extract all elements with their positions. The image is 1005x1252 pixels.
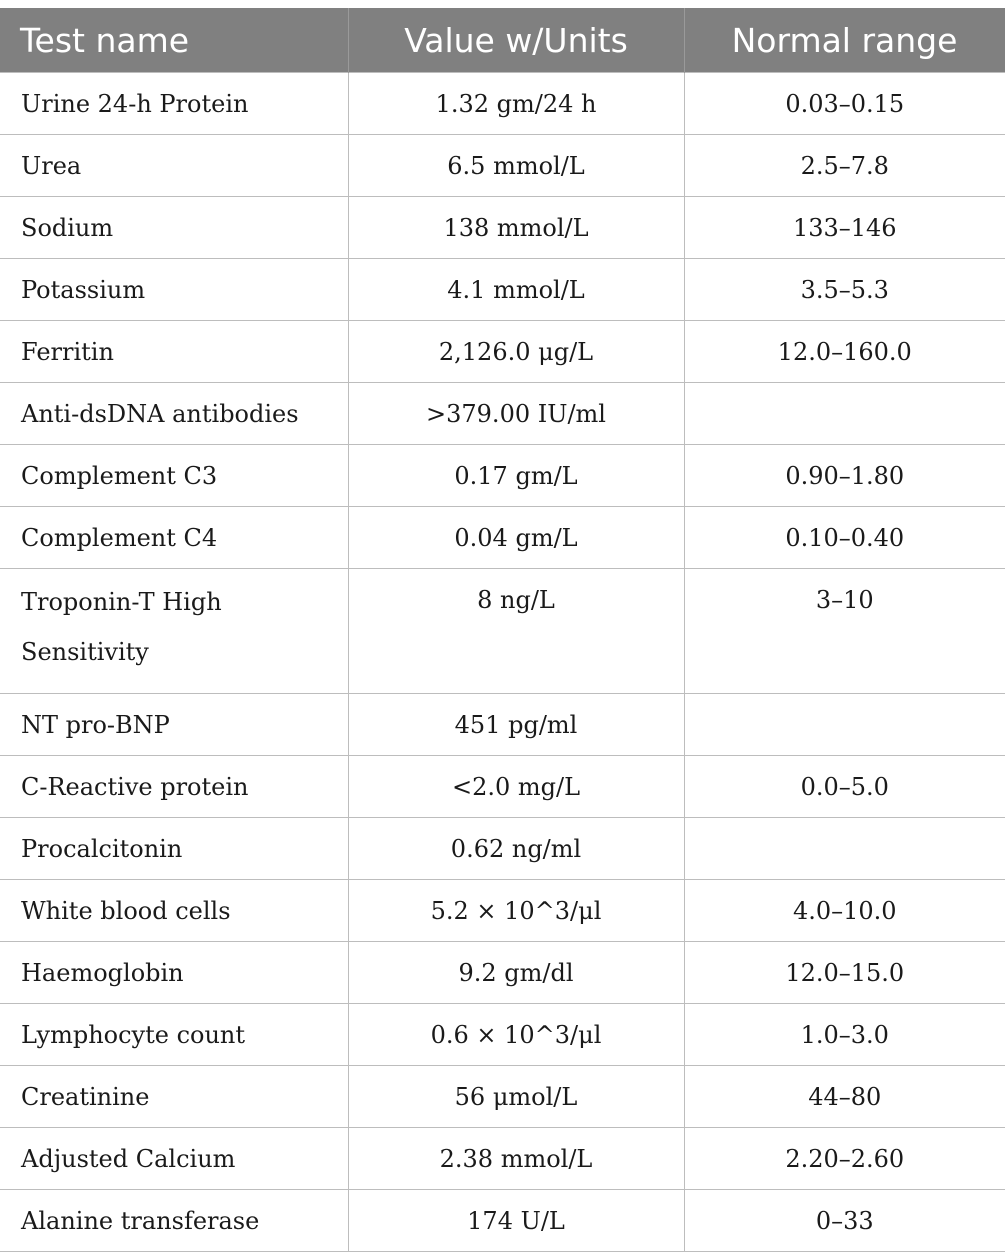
- test-name-cell: Potassium: [0, 259, 348, 321]
- normal-range-cell: 3–10: [684, 569, 1005, 694]
- value-cell: 174 U/L: [348, 1190, 684, 1252]
- value-cell: 6.5 mmol/L: [348, 135, 684, 197]
- table-row: [0, 73, 1005, 135]
- value-cell: 0.6 × 10^3/μl: [348, 1004, 684, 1066]
- test-name-cell: Urine 24-h Protein: [0, 73, 348, 135]
- test-name-cell: Complement C4: [0, 507, 348, 569]
- value-cell: 9.2 gm/dl: [348, 942, 684, 1004]
- normal-range-cell: 4.0–10.0: [684, 880, 1005, 942]
- table-row: [0, 383, 1005, 445]
- test-name-cell: Troponin-T High Sensitivity: [0, 569, 348, 694]
- header-row: [0, 8, 1005, 73]
- normal-range-cell: 133–146: [684, 197, 1005, 259]
- table-row: [0, 445, 1005, 507]
- value-cell: >379.00 IU/ml: [348, 383, 684, 445]
- normal-range-cell: [684, 694, 1005, 756]
- test-name-cell: Procalcitonin: [0, 818, 348, 880]
- test-name-cell: Urea: [0, 135, 348, 197]
- value-cell: 1.32 gm/24 h: [348, 73, 684, 135]
- table-row: [0, 942, 1005, 1004]
- header-normal-range: Normal range: [684, 8, 1005, 73]
- normal-range-cell: [684, 383, 1005, 445]
- test-name-cell: NT pro-BNP: [0, 694, 348, 756]
- table-row: [0, 818, 1005, 880]
- normal-range-cell: 2.5–7.8: [684, 135, 1005, 197]
- test-name-cell: Creatinine: [0, 1066, 348, 1128]
- normal-range-cell: 1.0–3.0: [684, 1004, 1005, 1066]
- table-row: [0, 1004, 1005, 1066]
- test-name-cell: Lymphocyte count: [0, 1004, 348, 1066]
- normal-range-cell: 0.10–0.40: [684, 507, 1005, 569]
- table-row: [0, 694, 1005, 756]
- table-header: [0, 8, 1005, 73]
- value-cell: 0.62 ng/ml: [348, 818, 684, 880]
- header-test-name: Test name: [0, 8, 348, 73]
- test-name-cell: Adjusted Calcium: [0, 1128, 348, 1190]
- table-body: [0, 73, 1005, 1252]
- normal-range-cell: 12.0–15.0: [684, 942, 1005, 1004]
- test-name-cell: Anti-dsDNA antibodies: [0, 383, 348, 445]
- table-row: [0, 197, 1005, 259]
- test-name-cell: Sodium: [0, 197, 348, 259]
- value-cell: 8 ng/L: [348, 569, 684, 694]
- value-cell: 2.38 mmol/L: [348, 1128, 684, 1190]
- value-cell: 0.17 gm/L: [348, 445, 684, 507]
- test-name-cell: Alanine transferase: [0, 1190, 348, 1252]
- table-row: [0, 259, 1005, 321]
- normal-range-cell: [684, 818, 1005, 880]
- test-name-cell: Ferritin: [0, 321, 348, 383]
- value-cell: <2.0 mg/L: [348, 756, 684, 818]
- normal-range-cell: 0.0–5.0: [684, 756, 1005, 818]
- table-row: [0, 880, 1005, 942]
- lab-results-table: [0, 8, 1005, 1252]
- value-cell: 2,126.0 μg/L: [348, 321, 684, 383]
- normal-range-cell: 3.5–5.3: [684, 259, 1005, 321]
- test-name-cell: C-Reactive protein: [0, 756, 348, 818]
- table-row: [0, 135, 1005, 197]
- table-row: [0, 1190, 1005, 1252]
- test-name-cell: White blood cells: [0, 880, 348, 942]
- table-row: [0, 321, 1005, 383]
- normal-range-cell: 0.90–1.80: [684, 445, 1005, 507]
- value-cell: 56 μmol/L: [348, 1066, 684, 1128]
- table-row: [0, 569, 1005, 694]
- table-row: [0, 1128, 1005, 1190]
- value-cell: 4.1 mmol/L: [348, 259, 684, 321]
- normal-range-cell: 2.20–2.60: [684, 1128, 1005, 1190]
- header-value-units: Value w/Units: [348, 8, 684, 73]
- value-cell: 451 pg/ml: [348, 694, 684, 756]
- value-cell: 138 mmol/L: [348, 197, 684, 259]
- normal-range-cell: 0–33: [684, 1190, 1005, 1252]
- table-row: [0, 1066, 1005, 1128]
- normal-range-cell: 0.03–0.15: [684, 73, 1005, 135]
- table-row: [0, 507, 1005, 569]
- test-name-cell: Haemoglobin: [0, 942, 348, 1004]
- normal-range-cell: 12.0–160.0: [684, 321, 1005, 383]
- test-name-cell: Complement C3: [0, 445, 348, 507]
- value-cell: 5.2 × 10^3/μl: [348, 880, 684, 942]
- table-row: [0, 756, 1005, 818]
- value-cell: 0.04 gm/L: [348, 507, 684, 569]
- normal-range-cell: 44–80: [684, 1066, 1005, 1128]
